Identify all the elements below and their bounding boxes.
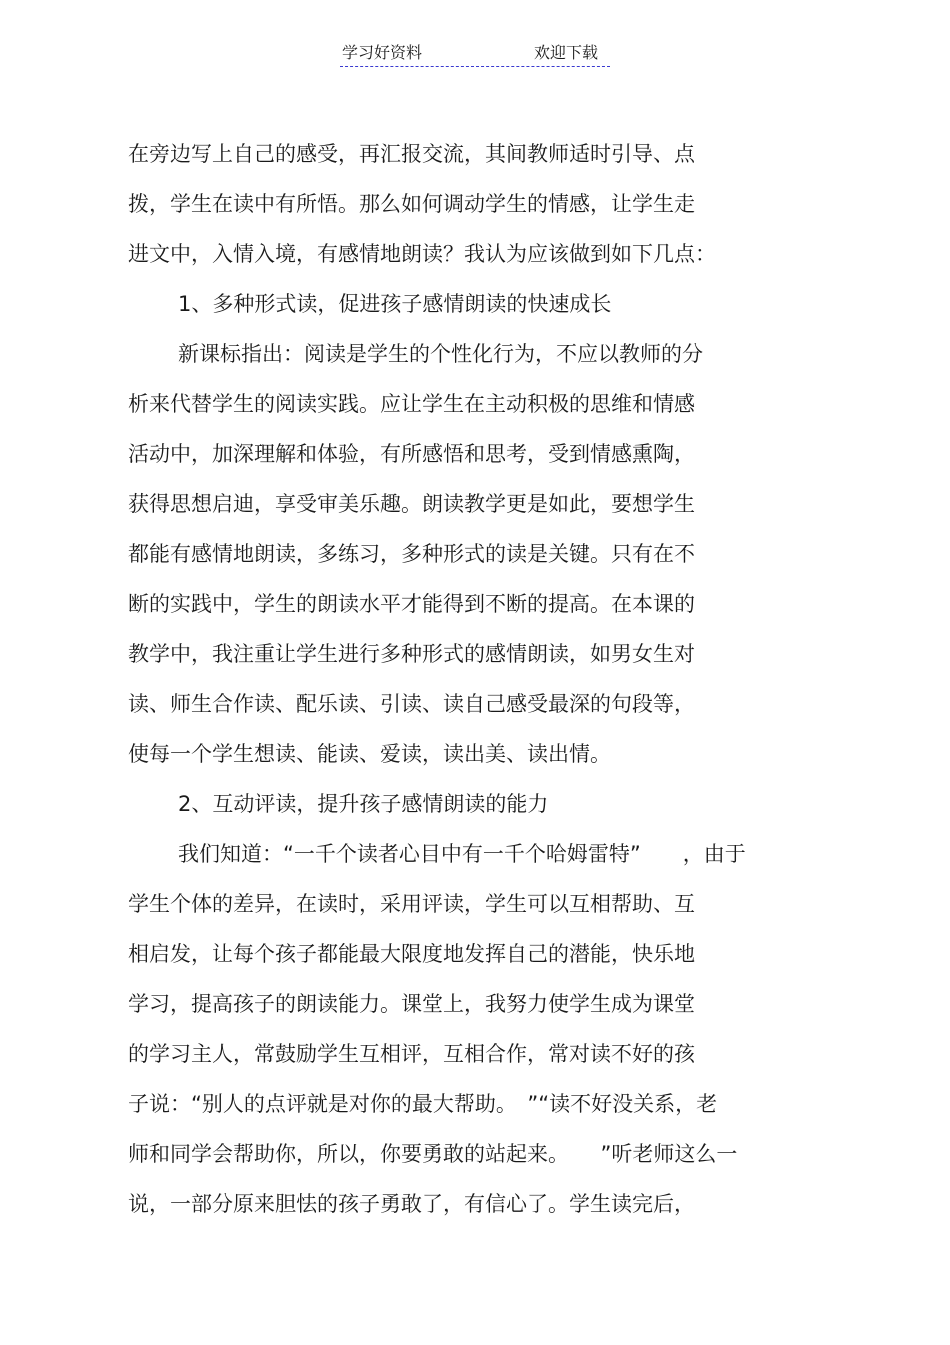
body-line: 拨，学生在读中有所悟。那么如何调动学生的情感，让学生走: [128, 192, 695, 216]
body-line: 活动中，加深理解和体验，有所感悟和思考，受到情感熏陶，: [128, 442, 695, 466]
body-line: 获得思想启迪，享受审美乐趣。朗读教学更是如此，要想学生: [128, 492, 695, 516]
section-heading: 2、互动评读，提升孩子感情朗读的能力: [178, 792, 549, 816]
body-line: 学习，提高孩子的朗读能力。课堂上，我努力使学生成为课堂: [128, 992, 695, 1016]
body-line: 说，一部分原来胆怯的孩子勇敢了，有信心了。学生读完后，: [128, 1192, 695, 1216]
page-header: [340, 40, 610, 67]
body-line: 我们知道：“一千个读者心目中有一千个哈姆雷特” ，由于: [178, 842, 746, 866]
header-right-text: 欢迎下载: [534, 43, 599, 62]
body-line: 师和同学会帮助你，所以，你要勇敢的站起来。 ”听老师这么一: [128, 1142, 738, 1166]
body-line: 在旁边写上自己的感受，再汇报交流，其间教师适时引导、点: [128, 142, 695, 166]
body-line: 都能有感情地朗读，多练习，多种形式的读是关键。只有在不: [128, 542, 695, 566]
body-line: 子说：“别人的点评就是对你的最大帮助。 ”“读不好没关系，老: [128, 1092, 718, 1116]
section-heading: 1、多种形式读，促进孩子感情朗读的快速成长: [178, 292, 612, 316]
body-line: 学生个体的差异，在读时，采用评读，学生可以互相帮助、互: [128, 892, 695, 916]
body-line: 断的实践中，学生的朗读水平才能得到不断的提高。在本课的: [128, 592, 695, 616]
body-line: 读、师生合作读、配乐读、引读、读自己感受最深的句段等，: [128, 692, 695, 716]
body-line: 的学习主人，常鼓励学生互相评，互相合作，常对读不好的孩: [128, 1042, 695, 1066]
body-line: 进文中，入情入境，有感情地朗读？我认为应该做到如下几点：: [128, 242, 716, 266]
body-line: 使每一个学生想读、能读、爱读，读出美、读出情。: [128, 742, 611, 766]
header-left-text: 学习好资料: [342, 43, 423, 62]
body-line: 相启发，让每个孩子都能最大限度地发挥自己的潜能，快乐地: [128, 942, 695, 966]
body-line: 新课标指出：阅读是学生的个性化行为，不应以教师的分: [178, 342, 703, 366]
body-line: 教学中，我注重让学生进行多种形式的感情朗读，如男女生对: [128, 642, 695, 666]
body-line: 析来代替学生的阅读实践。应让学生在主动积极的思维和情感: [128, 392, 695, 416]
